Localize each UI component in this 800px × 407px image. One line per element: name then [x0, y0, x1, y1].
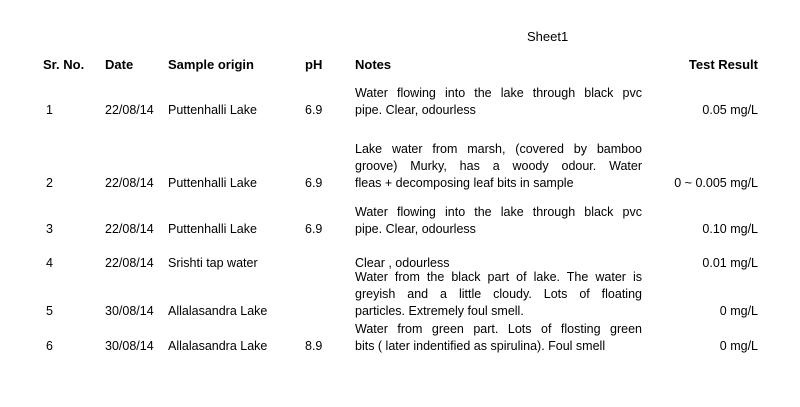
row-sample-origin: Allalasandra Lake: [168, 304, 268, 318]
row-ph: 8.9: [305, 339, 323, 353]
row-sample-origin: Puttenhalli Lake: [168, 222, 257, 236]
row-notes: [355, 85, 642, 119]
row-test-result: 0 mg/L: [719, 304, 758, 318]
header-test-result: Test Result: [688, 57, 758, 72]
row-sr-no: 6: [46, 339, 53, 353]
row-date: 22/08/14: [105, 256, 154, 270]
row-sample-origin: Puttenhalli Lake: [168, 176, 257, 190]
notes-line: Water from the black part of lake. The water is: [355, 270, 642, 284]
row-test-result: 0.10 mg/L: [702, 222, 758, 236]
notes-line: pipe. Clear, odourless: [355, 222, 476, 236]
header-sr-no: Sr. No.: [43, 57, 85, 72]
notes-line: fleas + decomposing leaf bits in sample: [355, 176, 574, 190]
header-notes: Notes: [355, 57, 392, 72]
row-test-result: 0.05 mg/L: [702, 103, 758, 117]
sheet-title: Sheet1: [527, 29, 569, 44]
row-sample-origin: Srishti tap water: [168, 256, 258, 270]
row-sr-no: 5: [46, 304, 53, 318]
row-sample-origin: Allalasandra Lake: [168, 339, 268, 353]
notes-line: particles. Extremely foul smell.: [355, 304, 524, 318]
header-date: Date: [105, 57, 134, 72]
notes-line: Lake water from marsh, (covered by bamboo: [355, 142, 642, 156]
notes-line: Clear , odourless: [355, 256, 450, 270]
row-ph: 6.9: [305, 103, 323, 117]
header-ph: pH: [305, 57, 323, 72]
row-notes: [355, 321, 642, 355]
row-notes: [355, 269, 642, 320]
header-sample-origin: Sample origin: [168, 57, 254, 72]
row-sr-no: 4: [46, 256, 53, 270]
row-date: 22/08/14: [105, 176, 154, 190]
row-date: 30/08/14: [105, 339, 154, 353]
row-test-result: 0 ~ 0.005 mg/L: [674, 176, 758, 190]
row-ph: 6.9: [305, 176, 323, 190]
row-test-result: 0 mg/L: [719, 339, 758, 353]
notes-line: groove) Murky, has a woody odour. Water: [355, 159, 642, 173]
row-ph: 6.9: [305, 222, 323, 236]
row-test-result: 0.01 mg/L: [702, 256, 758, 270]
row-date: 22/08/14: [105, 103, 154, 117]
row-notes: [355, 141, 642, 192]
notes-line: Water flowing into the lake through black pvc: [355, 86, 642, 100]
row-notes: [355, 204, 642, 238]
notes-line: Water flowing into the lake through black pvc: [355, 205, 642, 219]
row-sr-no: 3: [46, 222, 53, 236]
notes-line: greyish and a little cloudy. Lots of floating: [355, 287, 642, 301]
notes-line: pipe. Clear, odourless: [355, 103, 476, 117]
notes-line: Water from green part. Lots of flosting green: [355, 322, 642, 336]
row-date: 30/08/14: [105, 304, 154, 318]
row-sr-no: 2: [46, 176, 53, 190]
notes-line: bits ( later indentified as spirulina). Foul smell: [355, 339, 606, 353]
row-date: 22/08/14: [105, 222, 154, 236]
row-sr-no: 1: [46, 103, 53, 117]
row-sample-origin: Puttenhalli Lake: [168, 103, 257, 117]
